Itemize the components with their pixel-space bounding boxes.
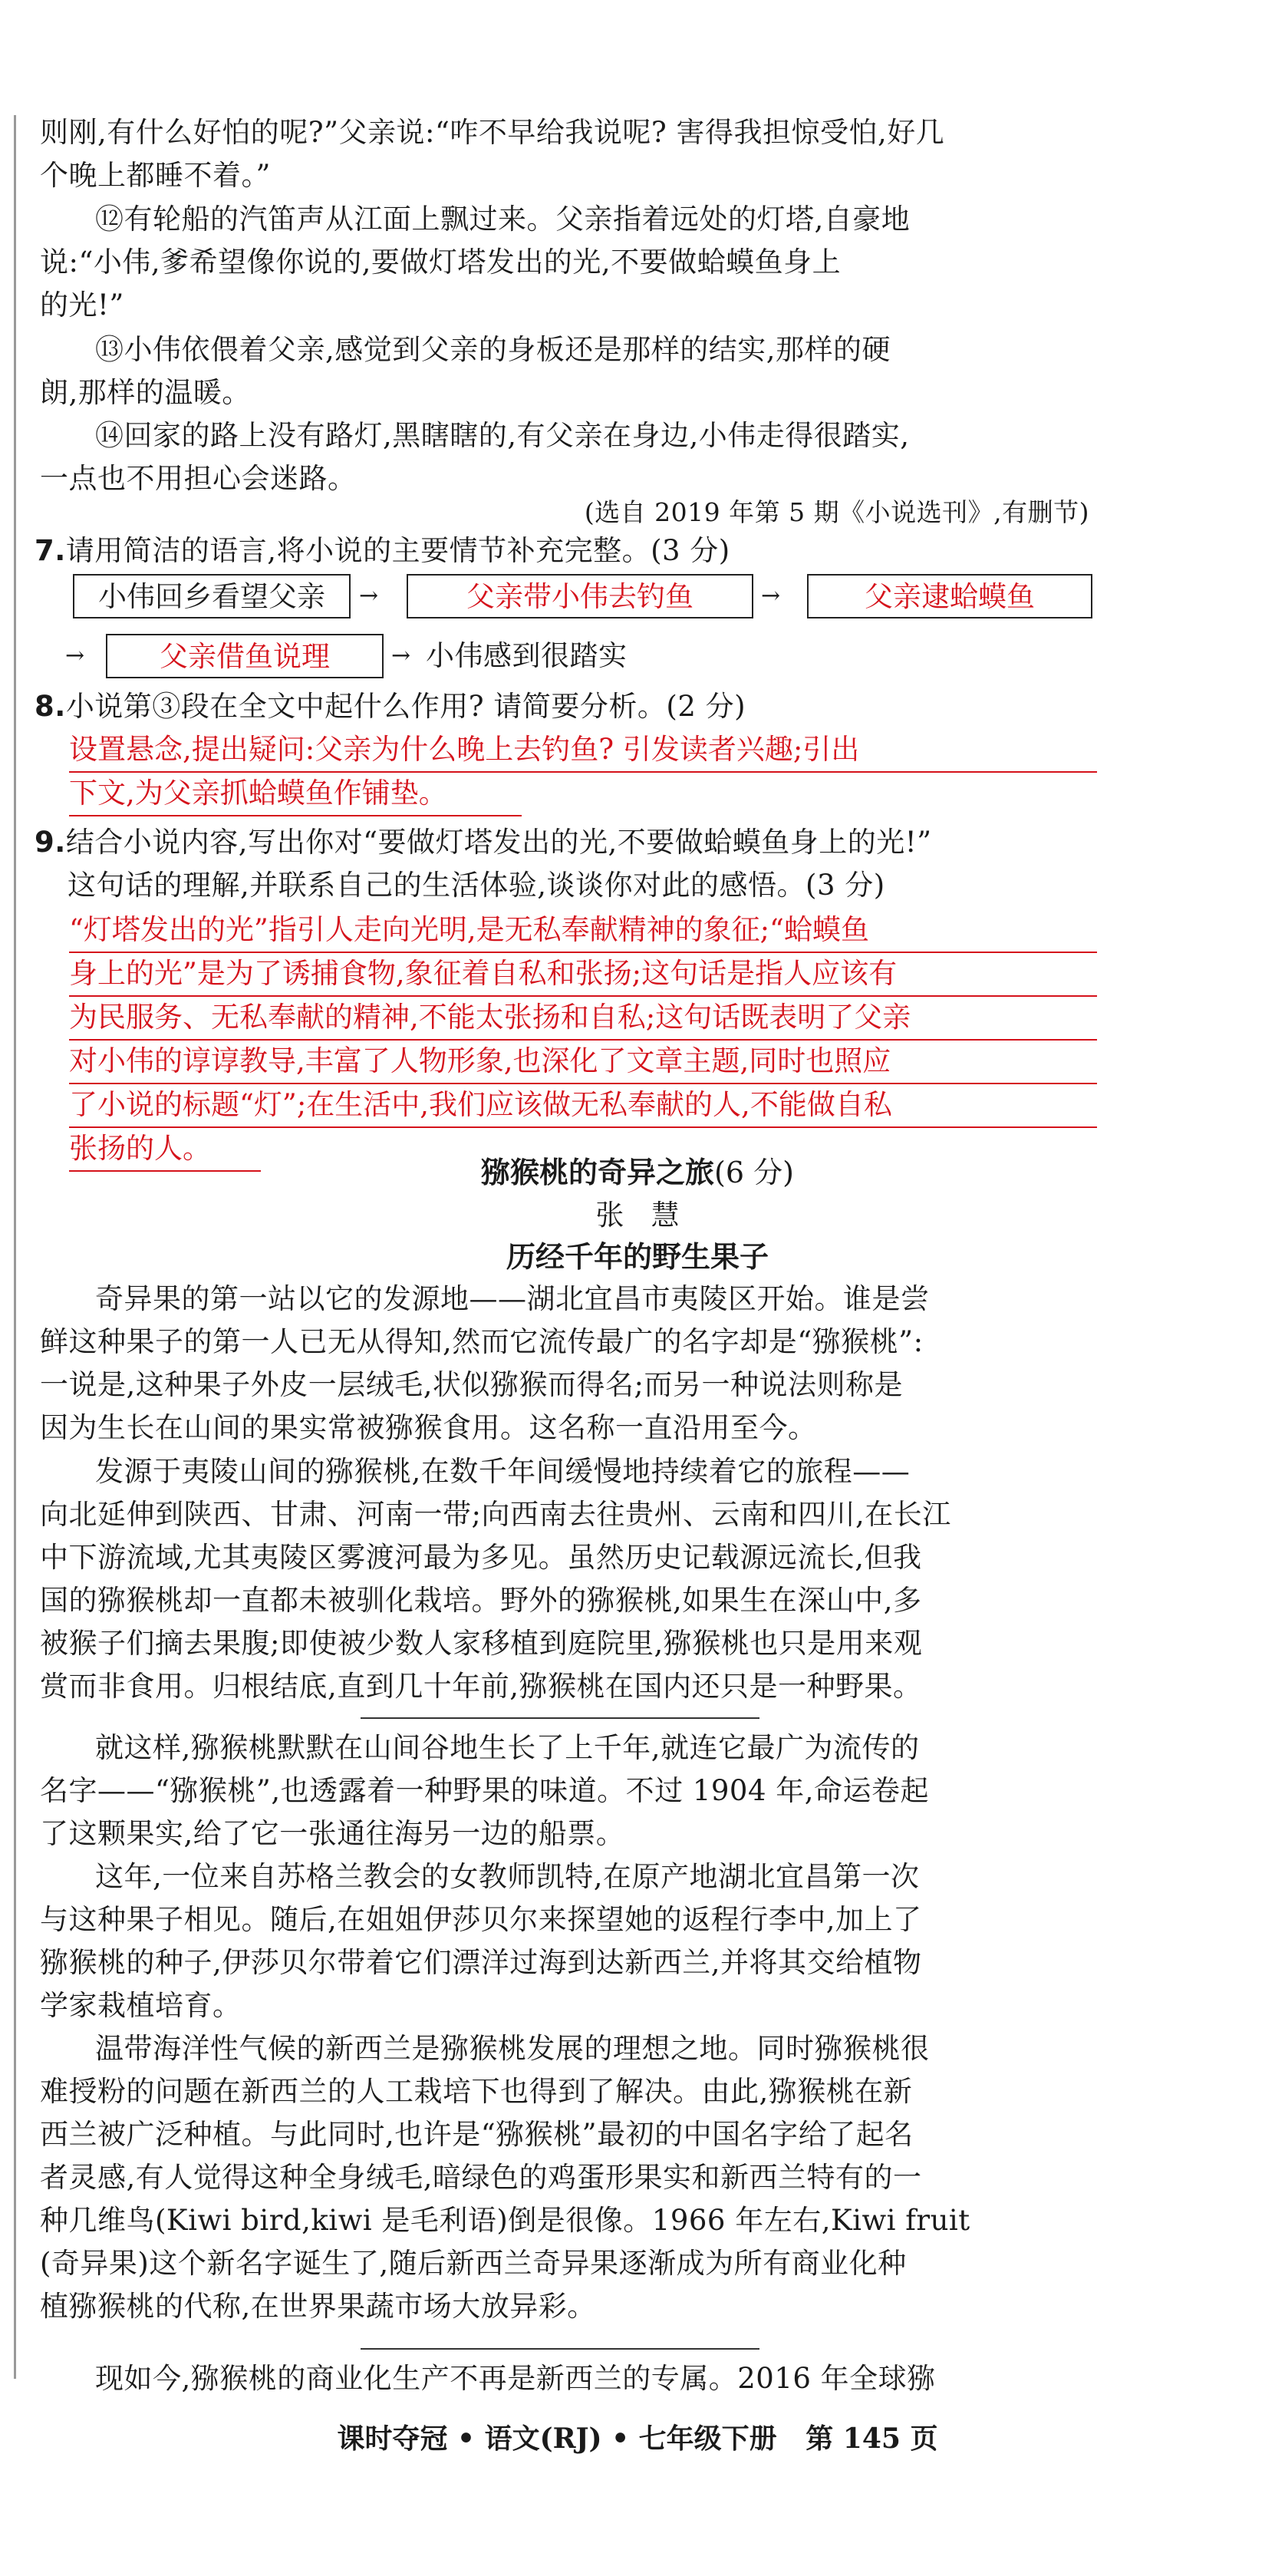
article-line: 这年,一位来自苏格兰教会的女教师凯特,在原产地湖北宜昌第一次: [95, 1860, 920, 1893]
paragraph-13-line: 朗,那样的温暖。: [40, 376, 251, 409]
question-7: [35, 529, 1093, 572]
plot-end: 小伟感到很踏实: [426, 639, 628, 672]
article-line: 与这种果子相见。随后,在姐姐伊莎贝尔来探望她的返程行李中,加上了: [40, 1903, 922, 1936]
answer-line: 对小伟的谆谆教导,丰富了人物形象,也深化了文章主题,同时也照应: [69, 1039, 1097, 1084]
article-line: 被猴子们摘去果腹;即使被少数人家移植到庭院里,猕猴桃也只是用来观: [40, 1627, 923, 1660]
plot-box-1: 小伟回乡看望父亲: [73, 574, 351, 618]
answer-line: “灯塔发出的光”指引人走向光明,是无私奉献精神的象征;“蛤蟆鱼: [69, 908, 1097, 953]
article-line: 赏而非食用。归根结底,直到几十年前,猕猴桃在国内还只是一种野果。: [40, 1670, 922, 1703]
question-text: 结合小说内容,写出你对“要做灯塔发出的光,不要做蛤蟆鱼身上的光!”: [65, 826, 932, 859]
article-line: 植猕猴桃的代称,在世界果蔬市场大放异彩。: [40, 2290, 596, 2323]
article-line: 学家栽植培育。: [40, 1989, 242, 2022]
article-line: 国的猕猴桃却一直都未被驯化栽培。野外的猕猴桃,如果生在深山中,多: [40, 1584, 922, 1617]
article-line: 猕猴桃的种子,伊莎贝尔带着它们漂洋过海到达新西兰,并将其交给植物: [40, 1946, 922, 1979]
answer-line: 设置悬念,提出疑问:父亲为什么晚上去钓鱼? 引发读者兴趣;引出: [69, 727, 1097, 773]
source-citation: (选自 2019 年第 5 期《小说选刊》,有删节): [584, 497, 1089, 527]
article-line: (奇异果)这个新名字诞生了,随后新西兰奇异果逐渐成为所有商业化种: [40, 2247, 907, 2280]
article-line: 奇异果的第一站以它的发源地——湖北宜昌市夷陵区开始。谁是尝: [95, 1282, 930, 1315]
paragraph-14-line: 一点也不用担心会迷路。: [40, 462, 357, 495]
paragraph-12-line: 的光!”: [40, 289, 124, 322]
question-number: 9.: [35, 826, 66, 859]
blank-line: [361, 2348, 759, 2350]
paragraph-14-line: ⑭回家的路上没有路灯,黑瞎瞎的,有父亲在身边,小伟走得很踏实,: [95, 419, 910, 452]
answer-line: 为民服务、无私奉献的精神,不能太张扬和自私;这句话既表明了父亲: [69, 995, 1097, 1041]
question-text: 这句话的理解,并联系自己的生活体验,谈谈你对此的感悟。(3 分): [68, 869, 885, 902]
arrow-icon: →: [391, 642, 411, 669]
article-line: 难授粉的问题在新西兰的人工栽培下也得到了解决。由此,猕猴桃在新: [40, 2075, 913, 2108]
text-line: 则刚,有什么好怕的呢?”父亲说:“咋不早给我说呢? 害得我担惊受怕,好几: [40, 116, 945, 149]
paragraph-12-line: ⑫有轮船的汽笛声从江面上飘过来。父亲指着远处的灯塔,自豪地: [95, 203, 911, 236]
article-line: 中下游流域,尤其夷陵区雾渡河最为多见。虽然历史记载源远流长,但我: [40, 1541, 922, 1574]
article-line: 者灵感,有人觉得这种全身绒毛,暗绿色的鸡蛋形果实和新西兰特有的一: [40, 2161, 922, 2194]
paragraph-13-line: ⑬小伟依偎着父亲,感觉到父亲的身板还是那样的结实,那样的硬: [95, 333, 891, 366]
article-line: 种几维鸟(Kiwi bird,kiwi 是毛利语)倒是很像。1966 年左右,Kiwi fruit: [40, 2204, 970, 2237]
answer-line: 身上的光”是为了诱捕食物,象征着自私和张扬;这句话是指人应该有: [69, 952, 1097, 997]
arrow-icon: →: [65, 642, 85, 669]
article-line: 现如今,猕猴桃的商业化生产不再是新西兰的专属。2016 年全球猕: [95, 2362, 936, 2395]
article-line: 因为生长在山间的果实常被猕猴食用。这名称一直沿用至今。: [40, 1411, 817, 1444]
question-text: 小说第③段在全文中起什么作用? 请简要分析。(2 分): [65, 690, 746, 723]
article-title: [0, 1151, 1275, 1194]
article-line: 名字——“猕猴桃”,也透露着一种野果的味道。不过 1904 年,命运卷起: [40, 1774, 930, 1807]
article-line: 就这样,猕猴桃默默在山间谷地生长了上千年,就连它最广为流传的: [95, 1731, 920, 1764]
question-number: 8.: [35, 690, 66, 723]
article-title-text: 猕猴桃的奇异之旅: [481, 1155, 715, 1189]
answer-line: 下文,为父亲抓蛤蟆鱼作铺垫。: [69, 771, 522, 816]
question-text: 请用简洁的语言,将小说的主要情节补充完整。(3 分): [65, 534, 730, 567]
answer-line: 张扬的人。: [69, 1126, 261, 1172]
blank-line: [361, 1717, 759, 1719]
article-line: 发源于夷陵山间的猕猴桃,在数千年间缓慢地持续着它的旅程——: [95, 1455, 911, 1488]
section-heading: 历经千年的野生果子: [506, 1240, 769, 1274]
article-author: 张 慧: [595, 1199, 680, 1232]
plot-box-4: 父亲借鱼说理: [106, 634, 384, 678]
arrow-icon: →: [359, 582, 379, 609]
article-line: 鲜这种果子的第一人已无从得知,然而它流传最广的名字却是“猕猴桃”:: [40, 1325, 924, 1358]
article-line: 西兰被广泛种植。与此同时,也许是“猕猴桃”最初的中国名字给了起名: [40, 2118, 914, 2151]
article-line: 向北延伸到陕西、甘肃、河南一带;向西南去往贵州、云南和四川,在长江: [40, 1498, 951, 1531]
article-line: 温带海洋性气候的新西兰是猕猴桃发展的理想之地。同时猕猴桃很: [95, 2032, 930, 2065]
plot-box-2: 父亲带小伟去钓鱼: [407, 574, 753, 618]
question-9: [35, 821, 1093, 864]
page-footer: 课时夺冠 • 语文(RJ) • 七年级下册 第 145 页: [337, 2423, 938, 2455]
article-line: 了这颗果实,给了它一张通往海另一边的船票。: [40, 1817, 625, 1850]
article-score: (6 分): [714, 1156, 794, 1189]
plot-box-3: 父亲逮蛤蟆鱼: [807, 574, 1092, 618]
article-line: 一说是,这种果子外皮一层绒毛,状似猕猴而得名;而另一种说法则称是: [40, 1368, 903, 1401]
answer-line: 了小说的标题“灯”;在生活中,我们应该做无私奉献的人,不能做自私: [69, 1083, 1097, 1128]
question-8: [35, 685, 1093, 728]
text-line: 个晚上都睡不着。”: [40, 159, 271, 192]
arrow-icon: →: [761, 582, 781, 609]
paragraph-12-line: 说:“小伟,爹希望像你说的,要做灯塔发出的光,不要做蛤蟆鱼身上: [40, 246, 842, 279]
question-number: 7.: [35, 534, 66, 567]
